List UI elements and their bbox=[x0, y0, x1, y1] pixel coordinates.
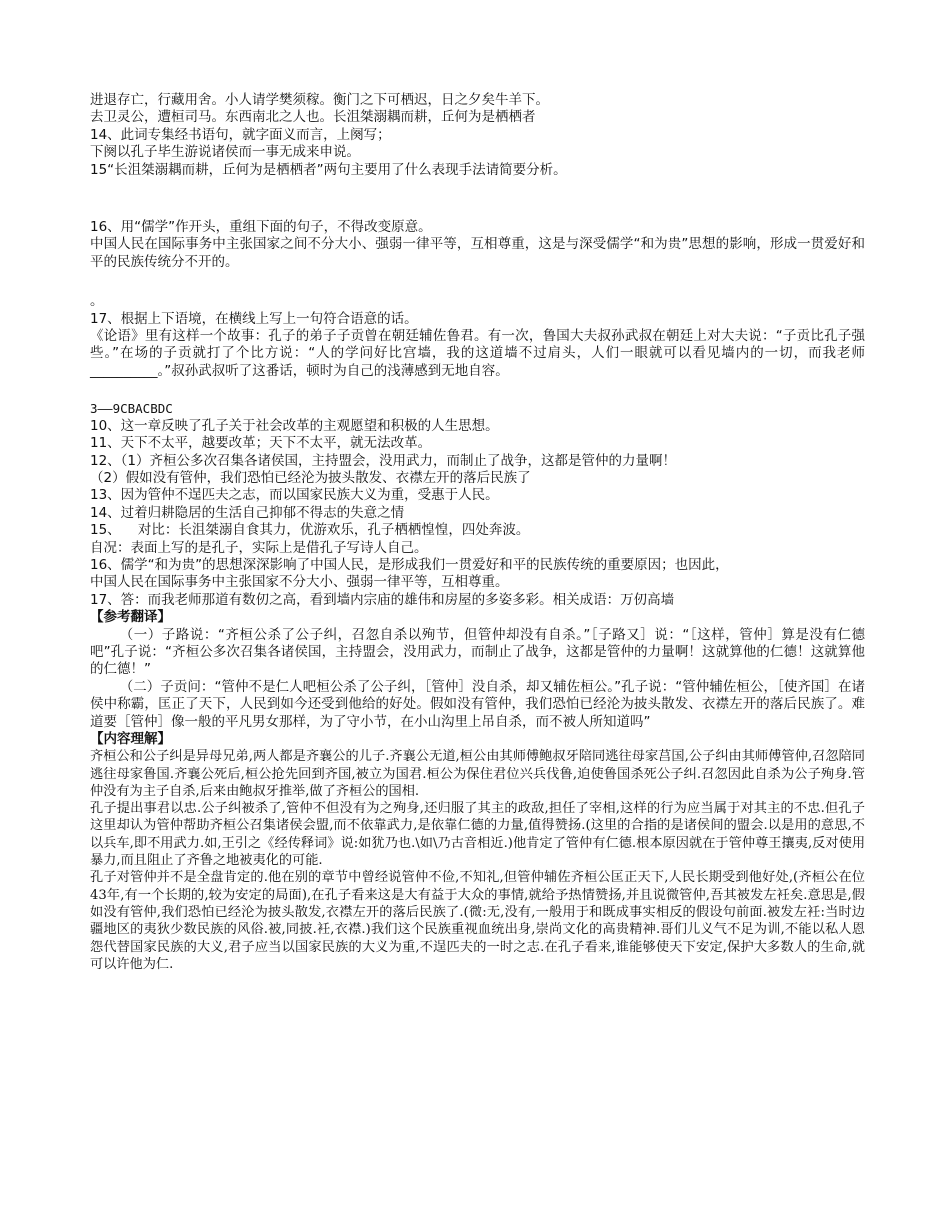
understanding-section bbox=[90, 731, 865, 973]
translation-paragraph: （二）子贡问：“管仲不是仁人吧桓公杀了公子纠，［管仲］没自杀，却又辅佐桓公。”孔子说：“管仲辅佐桓公，［使齐国］在诸侯中称霸，匡正了天下，人民到如今还受到他给的好处。假如没有管仲，我们恐怕已经沦为披头散发、衣襟左开的落后民族了。难道要［管仲］像一般的平凡男女那样，为了守小节，在小山沟里上吊自杀，而不被人所知道吗” bbox=[90, 678, 865, 730]
text-line: 去卫灵公，遭桓司马。东西南北之人也。长沮桀溺耦而耕，丘何为是栖栖者 bbox=[90, 109, 536, 126]
translation-heading: 【参考翻译】 bbox=[90, 609, 171, 626]
understanding-paragraph: 齐桓公和公子纠是异母兄弟,两人都是齐襄公的儿子.齐襄公无道,桓公由其师傅鲍叔牙陪同逃往母家莒国,公子纠由其师傅管仲,召忽陪同逃往母家鲁国.齐襄公死后,桓公抢先回到齐国,被立为国君.桓公为保住君位兴兵伐鲁,迫使鲁国杀死公子纠.召忽因此自杀为公子殉身.管仲没有为主子自杀,后来由鲍叔牙推举,做了齐桓公的国相. bbox=[90, 749, 865, 799]
poem-block bbox=[90, 92, 865, 179]
answer-line: 16、儒学“和为贵”的思想深深影响了中国人民，是形成我们一贯爱好和平的民族传统的重要原因；也因此， bbox=[90, 556, 729, 573]
answer-line: 15、 对比：长沮桀溺自食其力，优游欢乐，孔子栖栖惶惶，四处奔波。 bbox=[90, 522, 530, 539]
answer-line: 17、答：而我老师那道有数仞之高，看到墙内宗庙的雄伟和房屋的多姿多彩。相关成语：万仞高墙 bbox=[90, 591, 675, 608]
question-15: 15“长沮桀溺耦而耕，丘何为是栖栖者”两句主要用了什么表现手法请简要分析。 bbox=[90, 161, 567, 178]
answer-key: 3——9CBACBDC bbox=[90, 401, 173, 417]
question-17 bbox=[90, 311, 865, 381]
answer-line: 自况：表面上写的是孔子，实际上是借孔子写诗人自己。 bbox=[90, 539, 428, 556]
answer-line: 14、过着归耕隐居的生活自己抑郁不得志的失意之情 bbox=[90, 504, 405, 521]
answer-line: 13、因为管仲不逞匹夫之志，而以国家民族大义为重，受惠于人民。 bbox=[90, 487, 499, 504]
translation-section bbox=[90, 609, 865, 731]
answer-line: （2）假如没有管仲，我们恐怕已经沦为披头散发、衣襟左开的落后民族了 bbox=[90, 469, 531, 486]
understanding-paragraph: 孔子提出事君以忠.公子纠被杀了,管仲不但没有为之殉身,还归服了其主的政敌,担任了宰相,这样的行为应当属于对其主的不忠.但孔子这里却认为管仲帮助齐桓公召集诸侯会盟,而不依靠武力,是依靠仁德的力量,值得赞扬.(这里的合指的是诸侯间的盟会.以是用的意思,不以兵车,即不用武力.如,王引之《经传释词》说:如犹乃也.\如\乃古音相近.)他肯定了管仲有仁德.根本原因就在于管仲尊王攘夷,反对使用暴力,而且阻止了齐鲁之地被夷化的可能. bbox=[90, 801, 865, 869]
understanding-paragraph: 孔子对管仲并不是全盘肯定的.他在别的章节中曾经说管仲不俭,不知礼,但管仲辅佐齐桓公匡正天下,人民长期受到他好处,(齐桓公在位43年,有一个长期的,较为安定的局面),在孔子看来这是大有益于大众的事情,就给予热情赞扬,并且说微管仲,吾其被发左衽矣.意思是,假如没有管仲,我们恐怕已经沦为披头散发,衣襟左开的落后民族了.(微:无,没有,一般用于和既成事实相反的假设句前面.被发左衽:当时边疆地区的夷狄少数民族的风俗.被,同披.衽,衣襟.)我们这个民族重视血统出身,崇尚文化的高贵精神.哥们儿义气不足为训,不能以私人恩怨代替国家民族的大义,君子应当以国家民族的大义为重,不逞匹夫的一时之志.在孔子看来,谁能够使天下安定,保护大多数人的生命,就可以许他为仁. bbox=[90, 870, 865, 972]
answer-line: 11、天下不太平，越要改革；天下不太平，就无法改革。 bbox=[90, 435, 432, 452]
question-17-text: 《论语》里有这样一个故事：孔子的弟子子贡曾在朝廷辅佐鲁君。有一次，鲁国大夫叔孙武叔在朝廷上对大夫说：“子贡比孔子强些。”在场的子贡就打了个比方说：“人的学问好比宫墙，我的这道墙不过肩头，人们一眼就可以看见墙内的一切，而我老师__________。”叔孙武叔听了这番话，顿时为自己的浅薄感到无地自容。 bbox=[90, 328, 865, 379]
answer-section bbox=[90, 400, 865, 609]
answer-line: 中国人民在国际事务中主张国家不分大小、强弱一律平等，互相尊重。 bbox=[90, 574, 509, 591]
stray-period: 。 bbox=[90, 293, 104, 310]
understanding-heading: 【内容理解】 bbox=[90, 731, 171, 747]
text-line: 进退存亡，行藏用舍。小人请学樊须稼。衡门之下可栖迟，日之夕矣牛羊下。 bbox=[90, 92, 549, 108]
answer-line: 12、（1）齐桓公多次召集各诸侯国，主持盟会，没用武力，而制止了战争，这都是管仲的力量啊！ bbox=[90, 452, 677, 469]
translation-paragraph: （一）子路说：“齐桓公杀了公子纠，召忽自杀以殉节，但管仲却没有自杀。”［子路又］说：“［这样，管仲］算是没有仁德吧”孔子说：“齐桓公多次召集各诸侯国，主持盟会，没用武力，而制止了战争，这都是管仲的力量啊！这就算他的仁德！这就算他的仁德！” bbox=[90, 626, 865, 678]
answer-line: 10、这一章反映了孔子关于社会改革的主观愿望和积极的人生思想。 bbox=[90, 417, 499, 434]
question-16 bbox=[90, 219, 865, 271]
question-16-prompt: 16、用“儒学”作开头，重组下面的句子，不得改变原意。 bbox=[90, 219, 432, 236]
document-page bbox=[90, 92, 865, 973]
text-line: 下阕以孔子毕生游说诸侯而一事无成来申说。 bbox=[90, 144, 360, 161]
question-16-text: 中国人民在国际事务中主张国家之间不分大小、强弱一律平等，互相尊重，这是与深受儒学“和为贵”思想的影响，形成一贯爱好和平的民族传统分不开的。 bbox=[90, 236, 865, 270]
question-14: 14、此词专集经书语句，就字面义而言，上阕写； bbox=[90, 126, 391, 143]
question-17-prompt: 17、根据上下语境，在横线上写上一句符合语意的话。 bbox=[90, 310, 418, 327]
